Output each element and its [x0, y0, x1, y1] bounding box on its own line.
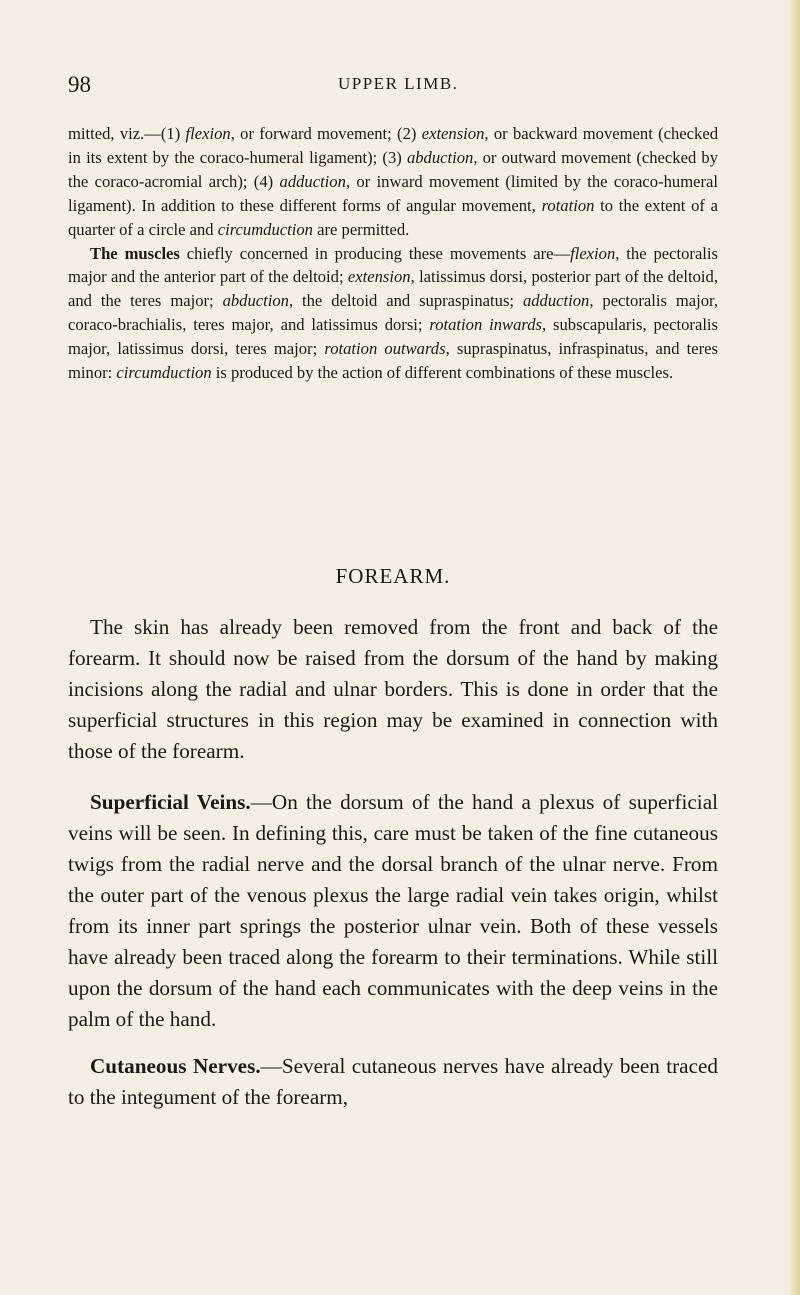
page-header [68, 72, 718, 102]
cutaneous-nerves-heading: Cutaneous Nerves. [90, 1054, 261, 1078]
page-number: 98 [68, 72, 91, 97]
forearm-intro-paragraph: The skin has already been removed from the front and back of the forearm. It should now be raised from the dorsum of the hand by making incisions along the radial and ulnar borders. This is done in order that the superficial structures in this region may be examined in connection with those of the forearm. [68, 615, 718, 763]
page-edge [790, 0, 800, 1295]
running-title: UPPER LIMB. [338, 74, 459, 93]
cutaneous-nerves-paragraph: Cutaneous Nerves.—Several cutaneous nerves have already been traced to the integument of the forearm, [68, 1054, 718, 1109]
section-heading-forearm: FOREARM. [335, 564, 451, 588]
superficial-veins-heading: Superficial Veins. [90, 790, 251, 814]
paragraph-gap [68, 1035, 718, 1051]
muscles-paragraph: The muscles chiefly concerned in producing these movements are—flexion, the pectoralis major and the anterior part of the deltoid; extension, latissimus dorsi, posterior part of the deltoid, and the teres major; abduction, the deltoid and supraspinatus; adduction, pectoralis major, coraco-brachialis, teres major, and latissimus dorsi; rotation inwards, subscapularis, pectoralis major, latissimus dorsi, teres major; rotation outwards, supraspinatus, infraspinatus, and teres minor: circumduction is produced by the action of different combinations of these muscles. [68, 243, 719, 383]
paragraph-gap [68, 767, 718, 787]
movements-paragraph: mitted, viz.—(1) flexion, or forward movement; (2) extension, or backward movement (checked in its extent by the coraco-humeral ligament); (3) abduction, or outward movement (checked by the coraco-acromial arch); (4) adduction, or inward movement (limited by the coraco-humeral ligament). In addition to these different forms of angular movement, rotation to the extent of a quarter of a circle and circumduction are permitted. [68, 124, 718, 239]
muscles-lead: The muscles [90, 243, 180, 263]
shoulder-movements-section [68, 122, 718, 385]
forearm-section [68, 612, 718, 1113]
superficial-veins-paragraph: Superficial Veins.—On the dorsum of the hand a plexus of superficial veins will be seen. In defining this, care must be taken of the fine cutaneous twigs from the radial nerve and the dorsal branch of the ulnar nerve. From the outer part of the venous plexus the large radial vein takes origin, whilst from its inner part springs the posterior ulnar vein. Both of these vessels have already been traced along the forearm to their terminations. While still upon the dorsum of the hand each communicates with the deep veins in the palm of the hand. [68, 790, 718, 1031]
